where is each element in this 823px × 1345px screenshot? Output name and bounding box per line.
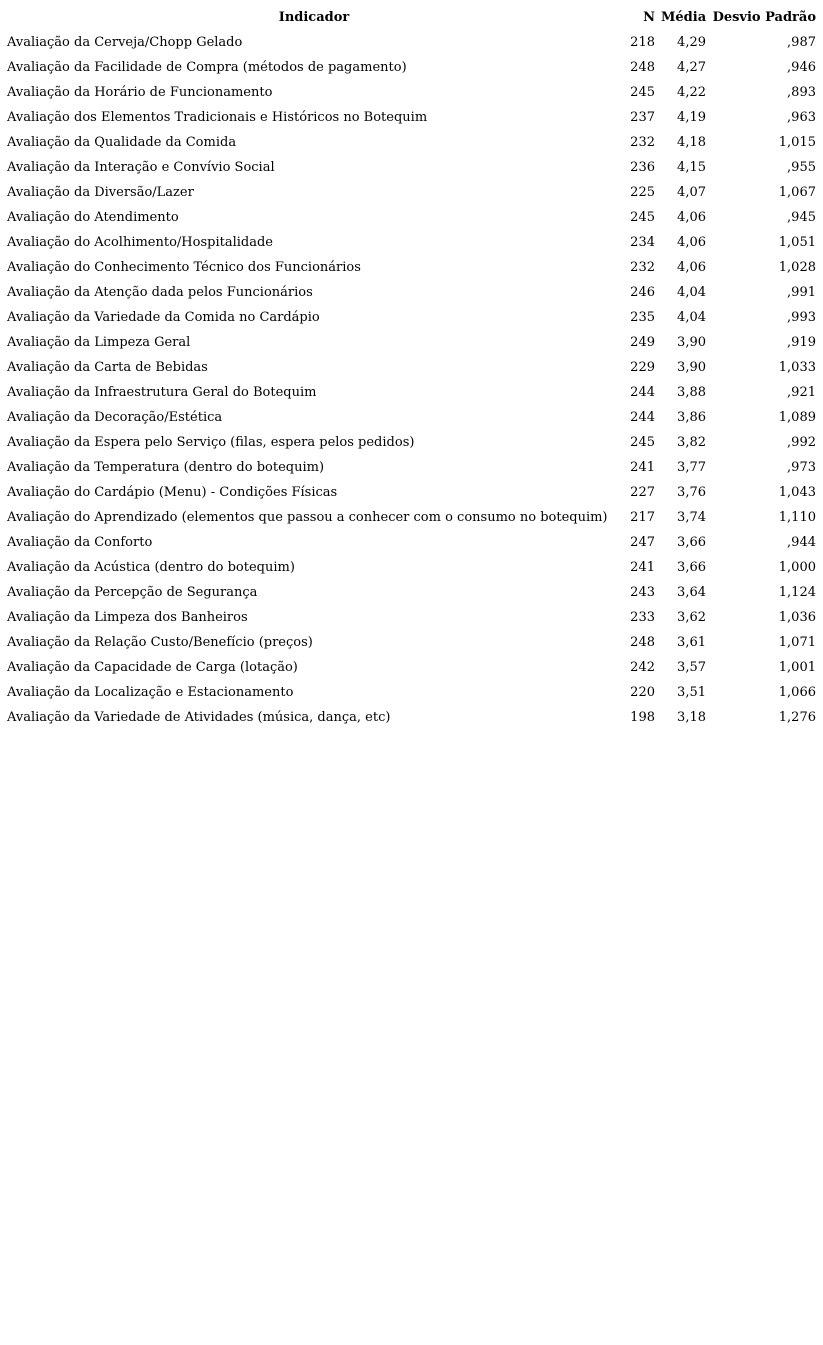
table-body bbox=[4, 30, 819, 730]
n-cell: 245 bbox=[630, 435, 655, 450]
n-cell: 244 bbox=[630, 410, 655, 425]
n-cell: 234 bbox=[630, 235, 655, 250]
indicator-cell: Avaliação da Carta de Bebidas bbox=[7, 360, 208, 375]
std-dev-cell: ,955 bbox=[787, 160, 816, 175]
n-cell: 229 bbox=[630, 360, 655, 375]
n-cell: 241 bbox=[630, 560, 655, 575]
table-row bbox=[4, 30, 819, 55]
indicator-cell: Avaliação da Temperatura (dentro do botequim) bbox=[7, 460, 325, 475]
table-row bbox=[4, 355, 819, 380]
std-dev-cell: ,944 bbox=[787, 535, 816, 550]
table-row bbox=[4, 55, 819, 80]
indicator-cell: Avaliação da Facilidade de Compra (métodos de pagamento) bbox=[7, 60, 407, 75]
std-dev-cell: 1,071 bbox=[778, 635, 816, 650]
indicator-cell: Avaliação da Acústica (dentro do botequim) bbox=[7, 560, 295, 575]
std-dev-cell: 1,000 bbox=[778, 560, 816, 575]
n-cell: 249 bbox=[630, 335, 655, 350]
mean-cell: 3,76 bbox=[677, 485, 706, 500]
table-row bbox=[4, 230, 819, 255]
mean-cell: 4,27 bbox=[677, 60, 706, 75]
table-row bbox=[4, 455, 819, 480]
n-cell: 217 bbox=[630, 510, 655, 525]
n-cell: 246 bbox=[630, 285, 655, 300]
mean-cell: 4,06 bbox=[677, 260, 706, 275]
n-cell: 247 bbox=[630, 535, 655, 550]
std-dev-cell: 1,001 bbox=[778, 660, 816, 675]
table-row bbox=[4, 655, 819, 680]
indicator-cell: Avaliação da Espera pelo Serviço (filas, espera pelos pedidos) bbox=[7, 435, 415, 450]
mean-cell: 3,66 bbox=[677, 535, 706, 550]
table-row bbox=[4, 405, 819, 430]
indicator-cell: Avaliação da Variedade de Atividades (música, dança, etc) bbox=[7, 710, 391, 725]
table-row bbox=[4, 105, 819, 130]
n-cell: 232 bbox=[630, 260, 655, 275]
n-cell: 198 bbox=[630, 710, 655, 725]
std-dev-cell: 1,051 bbox=[778, 235, 816, 250]
mean-cell: 3,90 bbox=[677, 360, 706, 375]
std-dev-cell: 1,067 bbox=[778, 185, 816, 200]
indicator-cell: Avaliação da Decoração/Estética bbox=[7, 410, 223, 425]
std-dev-cell: ,992 bbox=[787, 435, 816, 450]
std-dev-cell: ,973 bbox=[787, 460, 816, 475]
mean-cell: 3,62 bbox=[677, 610, 706, 625]
std-dev-cell: 1,036 bbox=[778, 610, 816, 625]
mean-cell: 3,74 bbox=[677, 510, 706, 525]
n-cell: 243 bbox=[630, 585, 655, 600]
n-cell: 218 bbox=[630, 35, 655, 50]
std-dev-cell: ,963 bbox=[787, 110, 816, 125]
mean-cell: 3,64 bbox=[677, 585, 706, 600]
indicator-cell: Avaliação da Capacidade de Carga (lotação) bbox=[7, 660, 298, 675]
n-cell: 242 bbox=[630, 660, 655, 675]
statistics-table bbox=[4, 5, 819, 730]
mean-cell: 4,15 bbox=[677, 160, 706, 175]
mean-cell: 4,29 bbox=[677, 35, 706, 50]
table-row bbox=[4, 155, 819, 180]
mean-cell: 3,61 bbox=[677, 635, 706, 650]
n-cell: 248 bbox=[630, 635, 655, 650]
table-row bbox=[4, 680, 819, 705]
indicator-cell: Avaliação da Horário de Funcionamento bbox=[7, 85, 273, 100]
std-dev-cell: 1,089 bbox=[778, 410, 816, 425]
n-cell: 235 bbox=[630, 310, 655, 325]
table-row bbox=[4, 180, 819, 205]
indicator-cell: Avaliação da Infraestrutura Geral do Botequim bbox=[7, 385, 317, 400]
indicator-cell: Avaliação da Percepção de Segurança bbox=[7, 585, 258, 600]
mean-cell: 4,06 bbox=[677, 210, 706, 225]
n-header: N bbox=[643, 10, 655, 25]
table-row bbox=[4, 205, 819, 230]
mean-cell: 3,51 bbox=[677, 685, 706, 700]
indicator-cell: Avaliação do Aprendizado (elementos que passou a conhecer com o consumo no botequim) bbox=[7, 510, 608, 525]
std-dev-cell: 1,124 bbox=[778, 585, 816, 600]
indicator-cell: Avaliação da Interação e Convívio Social bbox=[7, 160, 275, 175]
std-dev-cell: 1,110 bbox=[778, 510, 816, 525]
std-dev-cell: ,945 bbox=[787, 210, 816, 225]
n-cell: 245 bbox=[630, 210, 655, 225]
n-cell: 225 bbox=[630, 185, 655, 200]
indicator-cell: Avaliação da Atenção dada pelos Funcionários bbox=[7, 285, 313, 300]
indicator-cell: Avaliação do Conhecimento Técnico dos Funcionários bbox=[7, 260, 361, 275]
table-row bbox=[4, 630, 819, 655]
mean-cell: 3,82 bbox=[677, 435, 706, 450]
std-dev-header: Desvio Padrão bbox=[712, 10, 816, 25]
std-dev-cell: ,893 bbox=[787, 85, 816, 100]
table-row bbox=[4, 555, 819, 580]
indicator-cell: Avaliação da Limpeza Geral bbox=[7, 335, 191, 350]
std-dev-cell: ,993 bbox=[787, 310, 816, 325]
mean-cell: 3,88 bbox=[677, 385, 706, 400]
indicator-cell: Avaliação da Variedade da Comida no Cardápio bbox=[7, 310, 320, 325]
indicator-cell: Avaliação do Cardápio (Menu) - Condições Físicas bbox=[7, 485, 338, 500]
indicator-cell: Avaliação da Conforto bbox=[7, 535, 153, 550]
mean-cell: 3,66 bbox=[677, 560, 706, 575]
indicator-cell: Avaliação da Localização e Estacionamento bbox=[7, 685, 294, 700]
n-cell: 244 bbox=[630, 385, 655, 400]
n-cell: 236 bbox=[630, 160, 655, 175]
n-cell: 248 bbox=[630, 60, 655, 75]
mean-cell: 4,18 bbox=[677, 135, 706, 150]
std-dev-cell: ,987 bbox=[787, 35, 816, 50]
table-header bbox=[4, 5, 819, 30]
table-row bbox=[4, 580, 819, 605]
table-row bbox=[4, 705, 819, 730]
table-row bbox=[4, 330, 819, 355]
mean-cell: 4,07 bbox=[677, 185, 706, 200]
std-dev-cell: 1,066 bbox=[778, 685, 816, 700]
std-dev-cell: ,946 bbox=[787, 60, 816, 75]
indicator-cell: Avaliação da Diversão/Lazer bbox=[7, 185, 194, 200]
mean-cell: 3,77 bbox=[677, 460, 706, 475]
indicator-cell: Avaliação da Limpeza dos Banheiros bbox=[7, 610, 248, 625]
n-cell: 233 bbox=[630, 610, 655, 625]
mean-header: Média bbox=[661, 10, 707, 25]
table-row bbox=[4, 130, 819, 155]
mean-cell: 3,86 bbox=[677, 410, 706, 425]
indicator-cell: Avaliação da Relação Custo/Benefício (preços) bbox=[7, 635, 313, 650]
mean-cell: 4,22 bbox=[677, 85, 706, 100]
indicator-cell: Avaliação da Cerveja/Chopp Gelado bbox=[7, 35, 243, 50]
table-row bbox=[4, 380, 819, 405]
table-row bbox=[4, 430, 819, 455]
table-row bbox=[4, 480, 819, 505]
n-cell: 245 bbox=[630, 85, 655, 100]
indicator-cell: Avaliação da Qualidade da Comida bbox=[7, 135, 237, 150]
n-cell: 237 bbox=[630, 110, 655, 125]
std-dev-cell: 1,276 bbox=[778, 710, 816, 725]
indicator-cell: Avaliação do Atendimento bbox=[7, 210, 179, 225]
std-dev-cell: ,991 bbox=[787, 285, 816, 300]
mean-cell: 4,06 bbox=[677, 235, 706, 250]
indicator-cell: Avaliação do Acolhimento/Hospitalidade bbox=[7, 235, 273, 250]
n-cell: 241 bbox=[630, 460, 655, 475]
table-row bbox=[4, 530, 819, 555]
mean-cell: 3,18 bbox=[677, 710, 706, 725]
table-row bbox=[4, 80, 819, 105]
table-row bbox=[4, 255, 819, 280]
mean-cell: 4,04 bbox=[677, 285, 706, 300]
table-row bbox=[4, 280, 819, 305]
std-dev-cell: ,921 bbox=[787, 385, 816, 400]
mean-cell: 4,19 bbox=[677, 110, 706, 125]
mean-cell: 3,90 bbox=[677, 335, 706, 350]
std-dev-cell: 1,028 bbox=[778, 260, 816, 275]
std-dev-cell: 1,043 bbox=[778, 485, 816, 500]
mean-cell: 4,04 bbox=[677, 310, 706, 325]
n-cell: 220 bbox=[630, 685, 655, 700]
n-cell: 227 bbox=[630, 485, 655, 500]
std-dev-cell: ,919 bbox=[787, 335, 816, 350]
std-dev-cell: 1,033 bbox=[778, 360, 816, 375]
n-cell: 232 bbox=[630, 135, 655, 150]
header-row bbox=[4, 5, 819, 30]
table-row bbox=[4, 505, 819, 530]
table-row bbox=[4, 605, 819, 630]
mean-cell: 3,57 bbox=[677, 660, 706, 675]
std-dev-cell: 1,015 bbox=[778, 135, 816, 150]
indicator-header: Indicador bbox=[278, 10, 350, 25]
indicator-cell: Avaliação dos Elementos Tradicionais e Históricos no Botequim bbox=[7, 110, 428, 125]
table-row bbox=[4, 305, 819, 330]
